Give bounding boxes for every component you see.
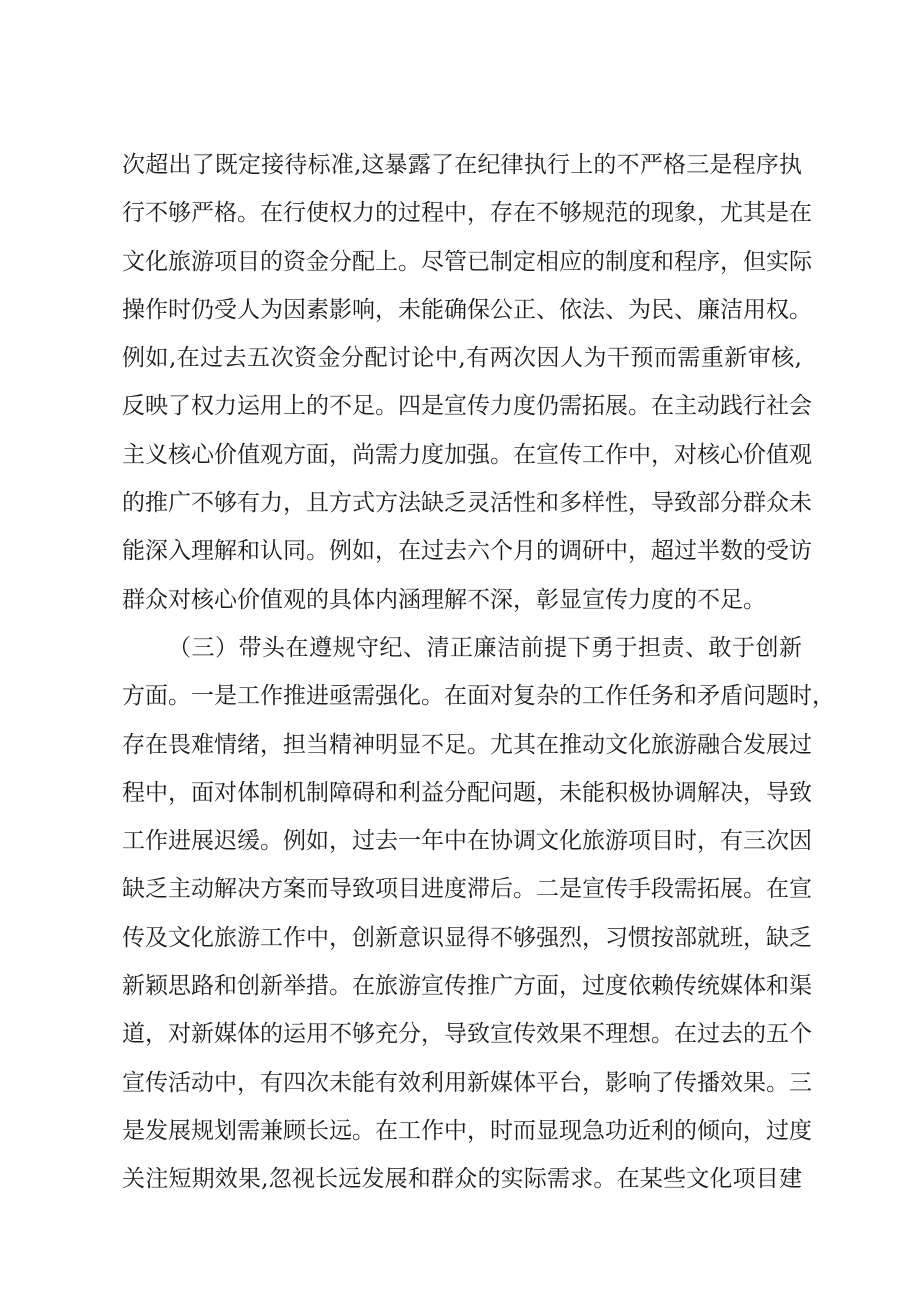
text-line: 宣传活动中，有四次未能有效利用新媒体平台，影响了传播效果。三 <box>122 1069 812 1096</box>
text-line: 例如,在过去五次资金分配讨论中,有两次因人为干预而需重新审核, <box>122 345 802 372</box>
text-line: 缺乏主动解决方案而导致项目进度滞后。二是宣传手段需拓展。在宣 <box>122 876 812 903</box>
text-line: 方面。一是工作推进亟需强化。在面对复杂的工作任务和矛盾问题时， <box>122 683 835 710</box>
text-line: 新颖思路和创新举措。在旅游宣传推广方面，过度依赖传统媒体和渠 <box>122 973 812 1000</box>
text-line: 能深入理解和认同。例如，在过去六个月的调研中，超过半数的受访 <box>122 538 812 565</box>
text-line: 主义核心价值观方面，尚需力度加强。在宣传工作中，对核心价值观 <box>122 441 812 468</box>
text-line: 关注短期效果,忽视长远发展和群众的实际需求。在某些文化项目建 <box>122 1166 802 1193</box>
text-line: 程中，面对体制机制障碍和利益分配问题，未能积极协调解决，导致 <box>122 779 812 806</box>
document-body <box>122 141 835 1204</box>
text-line: 工作进展迟缓。例如，过去一年中在协调文化旅游项目时，有三次因 <box>122 828 812 855</box>
text-line: 传及文化旅游工作中，创新意识显得不够强烈，习惯按部就班，缺乏 <box>122 924 812 951</box>
text-line: 操作时仍受人为因素影响，未能确保公正、依法、为民、廉洁用权。 <box>122 296 812 323</box>
text-line: 存在畏难情绪，担当精神明显不足。尤其在推动文化旅游融合发展过 <box>122 731 812 758</box>
text-line: 的推广不够有力，且方式方法缺乏灵活性和多样性，导致部分群众未 <box>122 490 812 517</box>
text-line: 行不够严格。在行使权力的过程中，存在不够规范的现象，尤其是在 <box>122 200 812 227</box>
text-line: 文化旅游项目的资金分配上。尽管已制定相应的制度和程序，但实际 <box>122 248 812 275</box>
paragraph-end-line: 群众对核心价值观的具体内涵理解不深，彰显宣传力度的不足。 <box>122 586 766 613</box>
text-line: 次超出了既定接待标准,这暴露了在纪律执行上的不严格三是程序执 <box>122 152 802 178</box>
text-line: 反映了权力运用上的不足。四是宣传力度仍需拓展。在主动践行社会 <box>122 393 812 420</box>
text-line: 道，对新媒体的运用不够充分，导致宣传效果不理想。在过去的五个 <box>122 1021 812 1048</box>
text-line: 是发展规划需兼顾长远。在工作中，时而显现急功近利的倾向，过度 <box>122 1117 812 1144</box>
section-heading-line: （三）带头在遵规守纪、清正廉洁前提下勇于担责、敢于创新 <box>168 634 802 661</box>
